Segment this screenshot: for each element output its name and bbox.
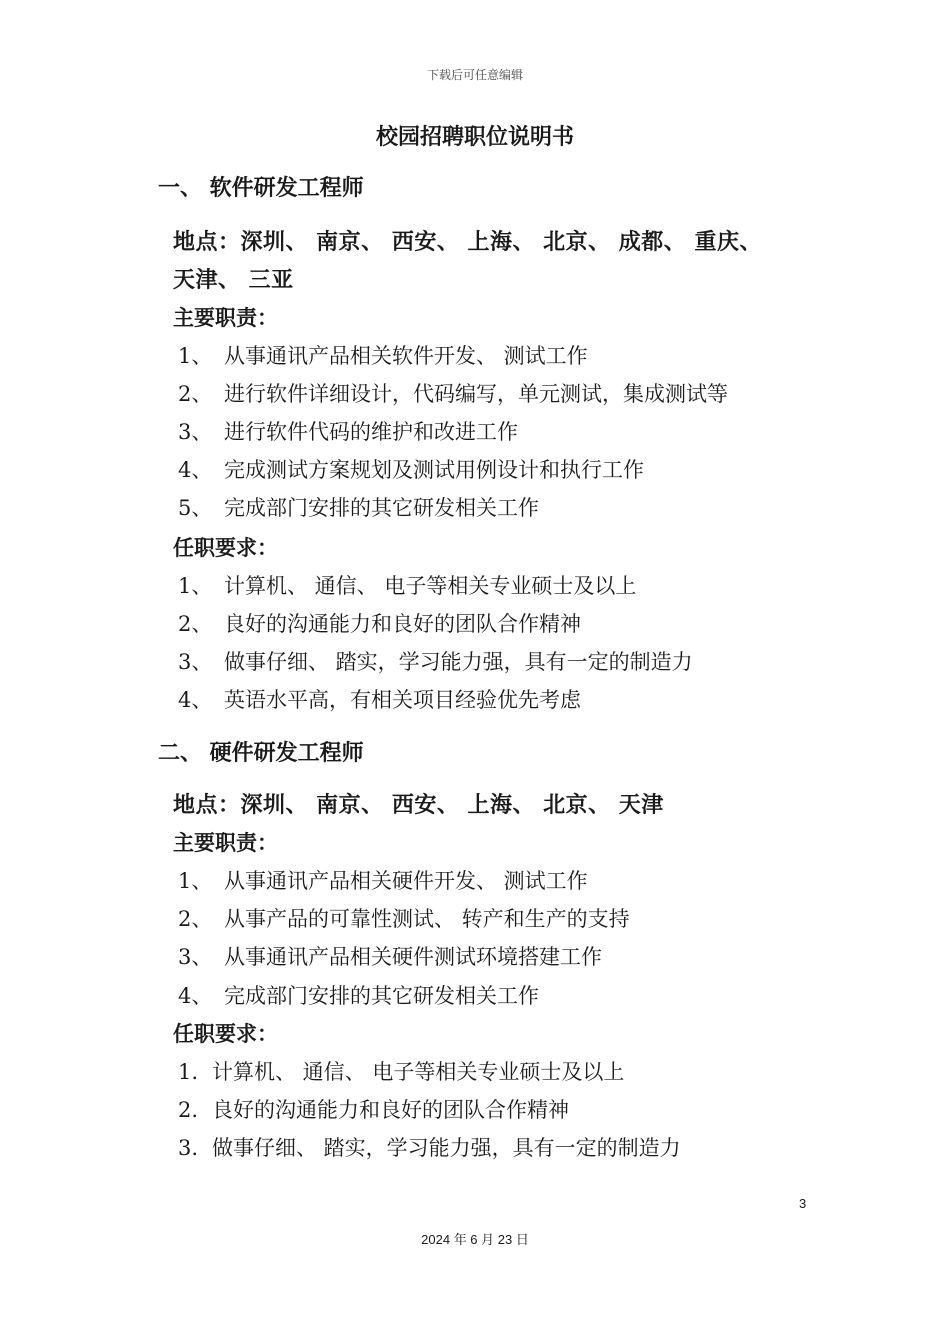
list-number: 4、 xyxy=(178,688,213,712)
list-text: 英语水平高，有相关项目经验优先考虑 xyxy=(224,688,581,712)
section-1-duties-label: 主要职责： xyxy=(173,306,278,330)
list-text: 进行软件代码的维护和改进工作 xyxy=(224,420,518,444)
section-2-requirement-item xyxy=(178,1132,681,1162)
section-1-duty-item xyxy=(178,340,588,370)
list-text: 完成部门安排的其它研发相关工作 xyxy=(224,496,539,520)
list-text: 从事通讯产品相关硬件测试环境搭建工作 xyxy=(224,945,602,969)
section-2-duty-item xyxy=(178,941,602,971)
list-text: 做事仔细、 踏实，学习能力强，具有一定的制造力 xyxy=(212,1136,681,1160)
list-text: 计算机、 通信、 电子等相关专业硕士及以上 xyxy=(212,1060,625,1084)
section-2-requirement-item xyxy=(178,1094,569,1124)
section-1-requirement-item xyxy=(178,684,581,714)
section-1-heading: 一、 软件研发工程师 xyxy=(158,176,364,201)
section-2-requirements-label: 任职要求： xyxy=(173,1022,278,1046)
list-text: 完成测试方案规划及测试用例设计和执行工作 xyxy=(224,458,644,482)
section-1-requirements-label: 任职要求： xyxy=(173,536,278,560)
section-2-duty-item xyxy=(178,865,588,895)
section-1-location-line-1: 地点：深圳、 南京、 西安、 上海、 北京、 成都、 重庆、 xyxy=(173,230,762,255)
list-text: 做事仔细、 踏实，学习能力强，具有一定的制造力 xyxy=(224,650,693,674)
section-2-duty-item xyxy=(178,980,539,1010)
list-text: 从事通讯产品相关软件开发、 测试工作 xyxy=(224,344,588,368)
footer-date: 2024 年 6 月 23 日 xyxy=(421,1232,529,1247)
list-number: 1、 xyxy=(178,869,213,893)
section-2-duty-item xyxy=(178,903,630,933)
section-2-location-line-1: 地点：深圳、 南京、 西安、 上海、 北京、 天津 xyxy=(173,793,664,818)
section-1-requirement-item xyxy=(178,646,693,676)
list-number: 2、 xyxy=(178,382,213,406)
list-text: 计算机、 通信、 电子等相关专业硕士及以上 xyxy=(224,574,637,598)
list-number: 3、 xyxy=(178,420,213,444)
list-number: 5、 xyxy=(178,496,213,520)
list-text: 从事产品的可靠性测试、 转产和生产的支持 xyxy=(224,907,630,931)
section-1-duty-item xyxy=(178,416,518,446)
section-1-location-line-2: 天津、 三亚 xyxy=(173,268,294,293)
page-header: 下载后可任意编辑 xyxy=(426,68,523,82)
list-number: 1. xyxy=(178,1060,199,1084)
list-text: 从事通讯产品相关硬件开发、 测试工作 xyxy=(224,869,588,893)
list-text: 进行软件详细设计，代码编写，单元测试，集成测试等 xyxy=(224,382,728,406)
list-number: 1、 xyxy=(178,574,213,598)
list-number: 2. xyxy=(178,1098,199,1122)
page-number: 3 xyxy=(799,1196,807,1211)
list-number: 3. xyxy=(178,1136,199,1160)
list-number: 1、 xyxy=(178,344,213,368)
section-1-requirement-item xyxy=(178,570,636,600)
section-1-requirement-item xyxy=(178,608,581,638)
list-text: 良好的沟通能力和良好的团队合作精神 xyxy=(212,1098,569,1122)
section-2-requirement-item xyxy=(178,1056,624,1086)
list-number: 3、 xyxy=(178,945,213,969)
section-2-heading: 二、 硬件研发工程师 xyxy=(158,741,364,766)
list-text: 完成部门安排的其它研发相关工作 xyxy=(224,984,539,1008)
list-number: 4、 xyxy=(178,458,213,482)
list-text: 良好的沟通能力和良好的团队合作精神 xyxy=(224,612,581,636)
list-number: 2、 xyxy=(178,612,213,636)
section-2-duties-label: 主要职责： xyxy=(173,831,278,855)
list-number: 3、 xyxy=(178,650,213,674)
section-1-duty-item xyxy=(178,492,539,522)
list-number: 2、 xyxy=(178,907,213,931)
section-1-duty-item xyxy=(178,378,728,408)
list-number: 4、 xyxy=(178,984,213,1008)
section-1-duty-item xyxy=(178,454,644,484)
document-title: 校园招聘职位说明书 xyxy=(375,125,574,150)
